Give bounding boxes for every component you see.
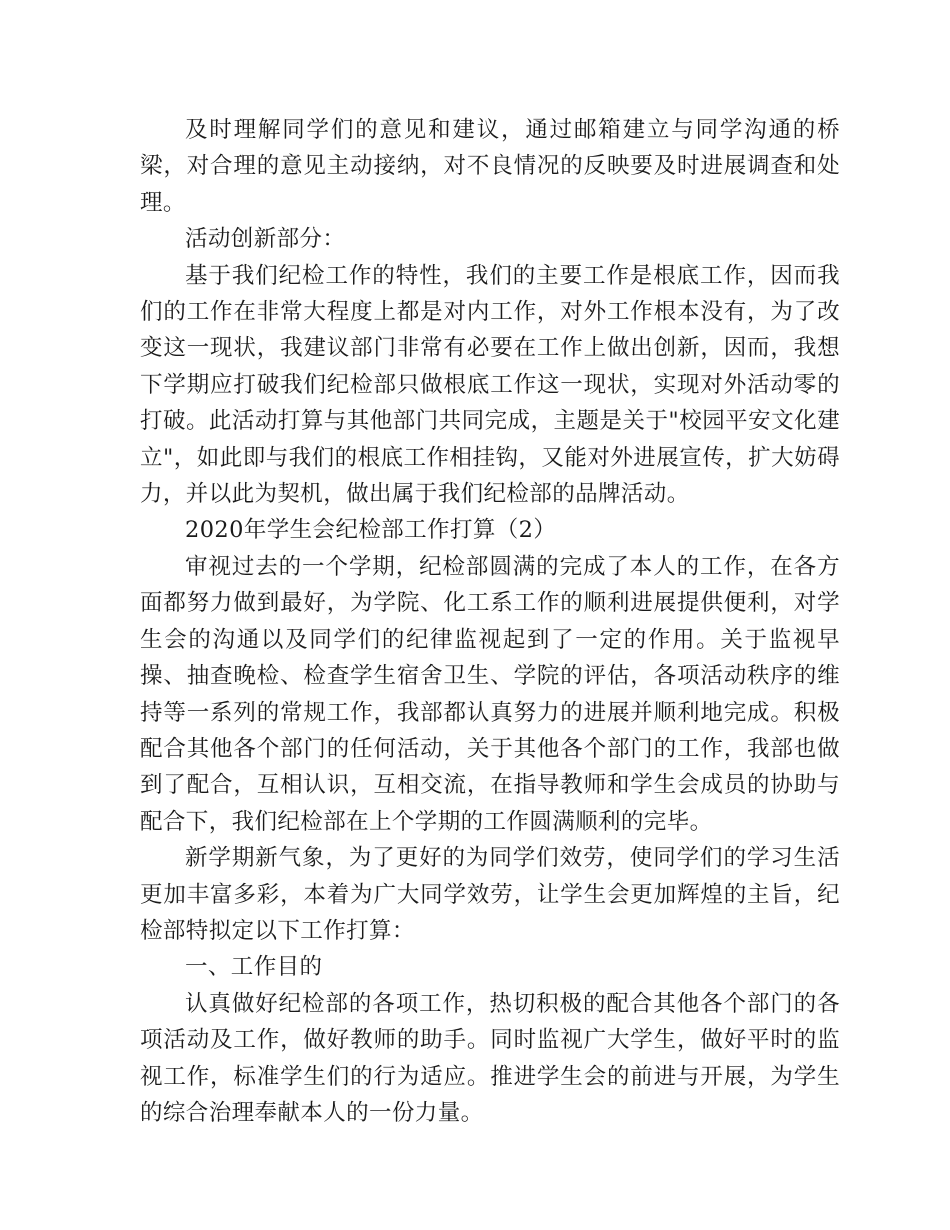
paragraph-email-feedback: 及时理解同学们的意见和建议，通过邮箱建立与同学沟通的桥梁，对合理的意见主动接纳，对不良情况的反映要及时进展调查和处理。 <box>140 117 840 216</box>
document-page <box>140 112 840 1131</box>
section-heading-activity-innovation: 活动创新部分： <box>185 226 346 253</box>
paragraph-innovation: 基于我们纪检工作的特性，我们的主要工作是根底工作，因而我们的工作在非常大程度上都是对内工作，对外工作根本没有，为了改变这一现状，我建议部门非常有必要在工作上做出创新，因而，我想下学期应打破我们纪检部只做根底工作这一现状，实现对外活动零的打破。此活动打算与其他部门共同完成，主题是关于"校园平安文化建立"，如此即与我们的根底工作相挂钩，又能对外进展宣传，扩大妨碍力，并以此为契机，做出属于我们纪检部的品牌活动。 <box>140 262 840 508</box>
section-heading-plan-2: 2020年学生会纪检部工作打算（2） <box>185 517 557 544</box>
paragraph-review: 审视过去的一个学期，纪检部圆满的完成了本人的工作，在各方面都努力做到最好，为学院、化工系工作的顺利进展提供便利，对学生会的沟通以及同学们的纪律监视起到了一定的作用。关于监视早操、抽查晚检、检查学生宿舍卫生、学院的评估，各项活动秩序的维持等一系列的常规工作，我部都认真努力的进展并顺利地完成。积极配合其他各个部门的任何活动，关于其他各个部门的工作，我部也做到了配合，互相认识，互相交流，在指导教师和学生会成员的协助与配合下，我们纪检部在上个学期的工作圆满顺利的完毕。 <box>140 553 840 835</box>
section-heading-work-goal: 一、工作目的 <box>185 954 323 981</box>
paragraph-work-goal: 认真做好纪检部的各项工作，热切积极的配合其他各个部门的各项活动及工作，做好教师的助手。同时监视广大学生，做好平时的监视工作，标准学生们的行为适应。推进学生会的前进与开展，为学生的综合治理奉献本人的一份力量。 <box>140 990 840 1126</box>
paragraph-new-semester: 新学期新气象，为了更好的为同学们效劳，使同学们的学习生活更加丰富多彩，本着为广大同学效劳，让学生会更加辉煌的主旨，纪检部特拟定以下工作打算： <box>140 845 840 944</box>
